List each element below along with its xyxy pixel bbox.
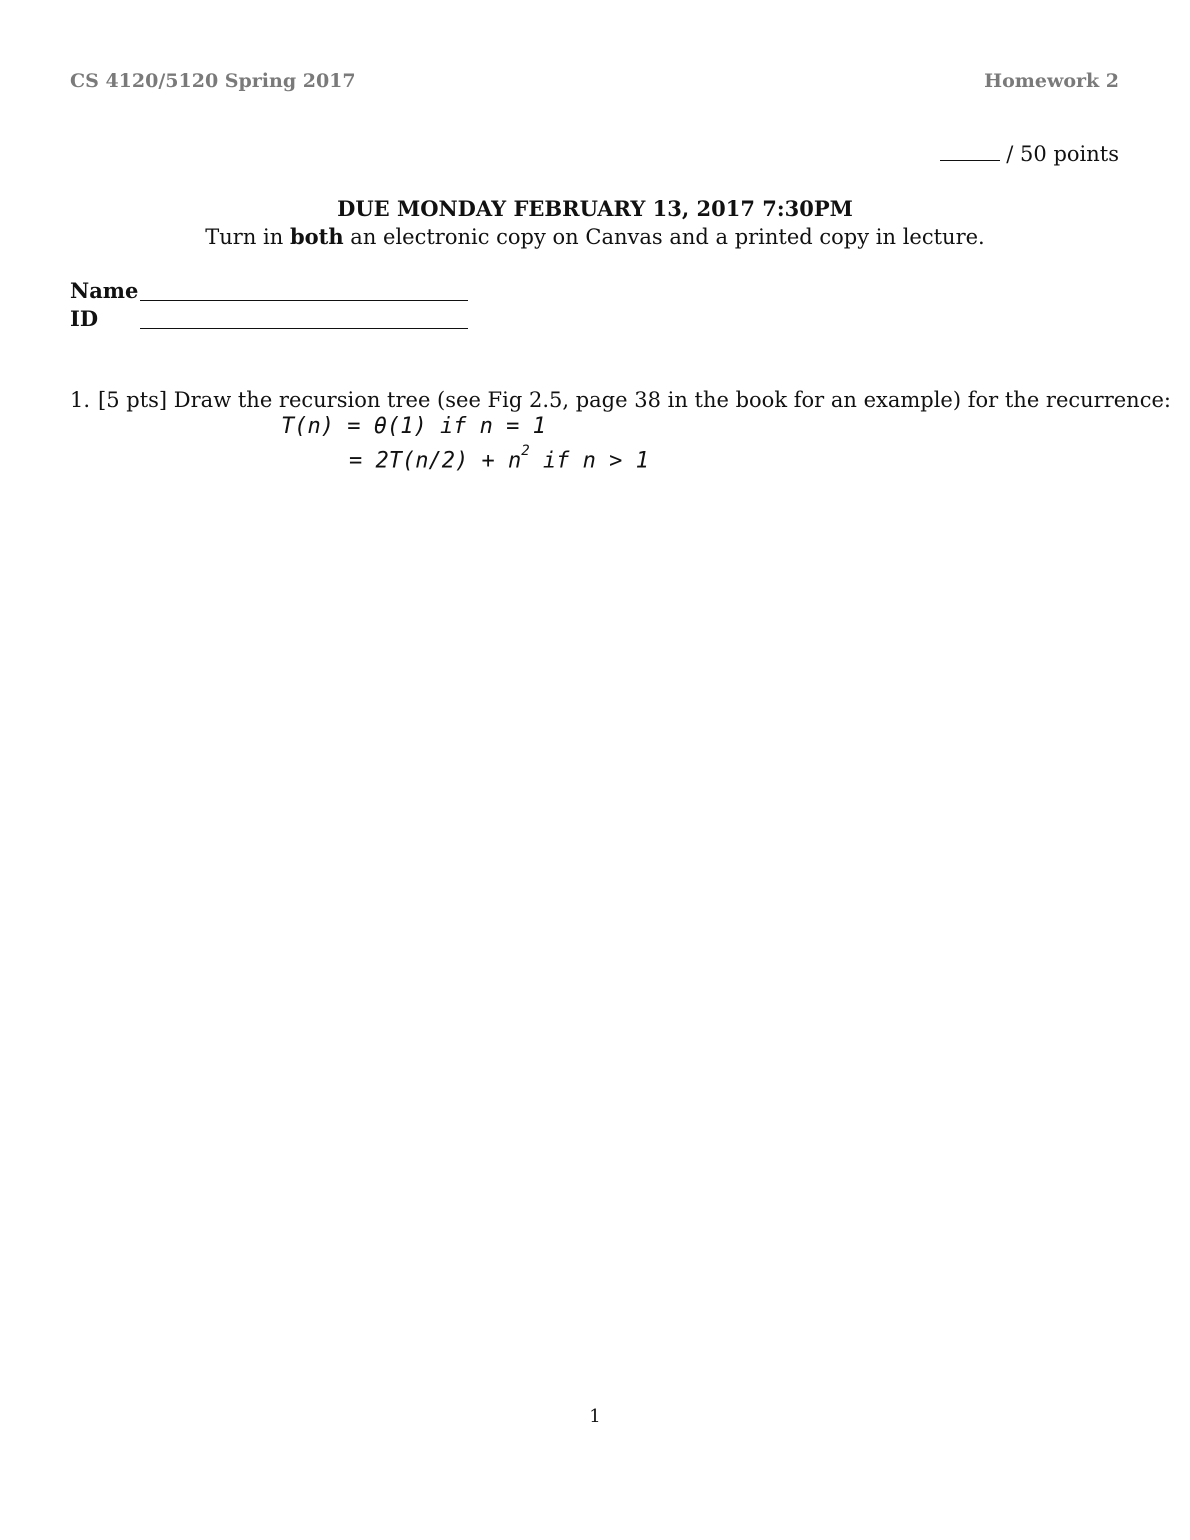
name-label: Name [70, 278, 139, 303]
page-number: 1 [589, 1406, 601, 1427]
id-blank-line [140, 328, 468, 329]
score-label: / 50 points [1006, 142, 1119, 166]
instructions-pre: Turn in [205, 225, 290, 249]
question-1 [70, 388, 1171, 412]
instructions-bold: both [289, 224, 344, 249]
assignment-header: Homework 2 [984, 70, 1119, 92]
id-field-row [70, 306, 470, 334]
recurrence-line-1: T(n) = θ(1) if n = 1 [281, 414, 546, 439]
instructions-post: an electronic copy on Canvas and a printed copy in lecture. [343, 225, 985, 249]
name-blank-line [140, 300, 468, 301]
id-label: ID [70, 306, 99, 331]
due-date-title: DUE MONDAY FEBRUARY 13, 2017 7:30PM [337, 196, 853, 221]
score-blank [940, 142, 1000, 161]
question-text: [5 pts] Draw the recursion tree (see Fig 2.5, page 38 in the book for an example) for the recurrence: [98, 388, 1171, 412]
question-number: 1. [70, 388, 91, 412]
submission-instructions [0, 224, 1190, 249]
recurrence-exponent: 2 [521, 443, 530, 459]
course-header: CS 4120/5120 Spring 2017 [70, 70, 356, 92]
score-line [940, 142, 1119, 166]
name-field-row [70, 278, 470, 306]
recurrence-line-2 [349, 443, 649, 474]
recurrence-line-2-pre: = 2T(n/2) + n [349, 448, 522, 474]
recurrence-line-2-post: if n > 1 [529, 448, 649, 474]
